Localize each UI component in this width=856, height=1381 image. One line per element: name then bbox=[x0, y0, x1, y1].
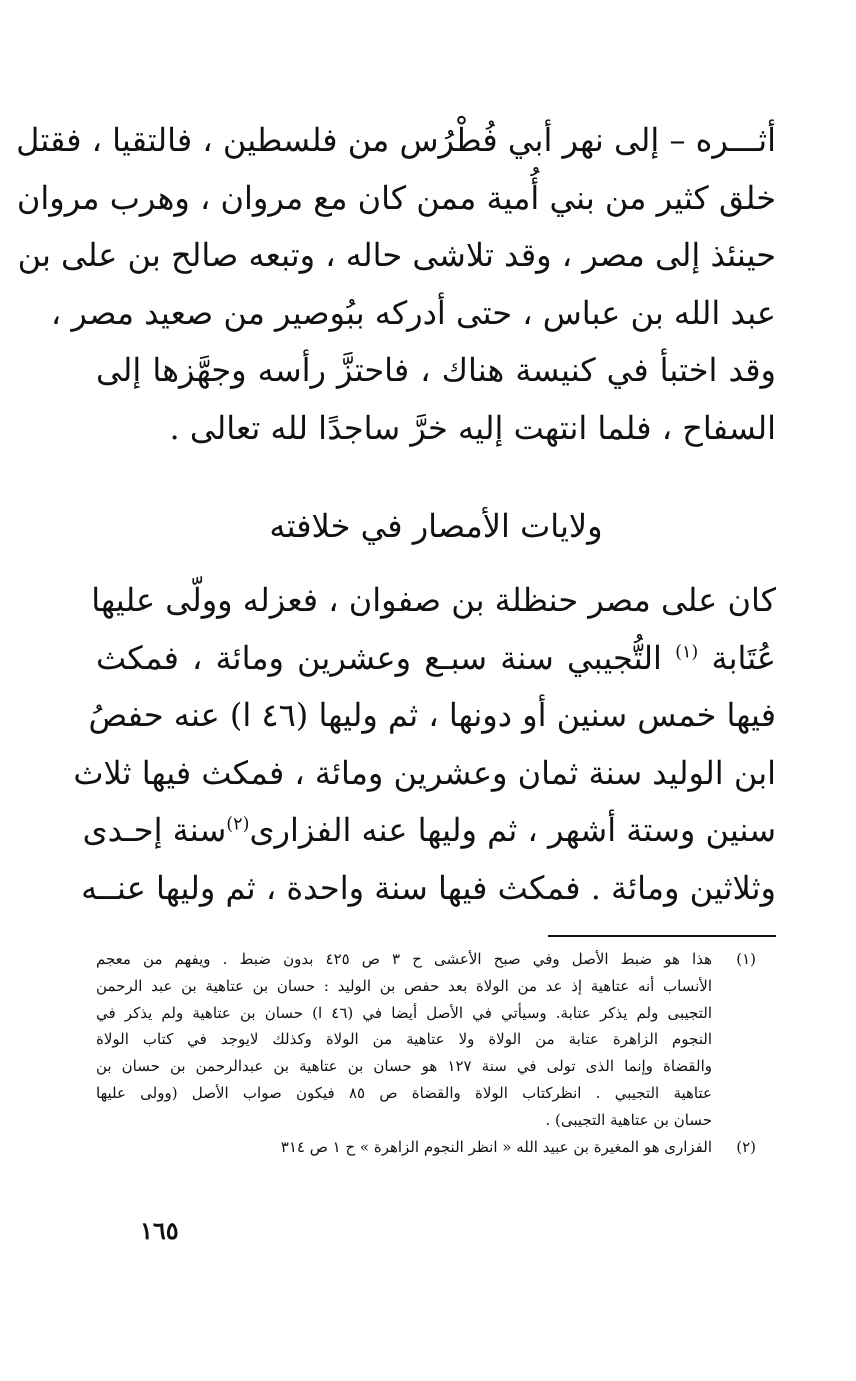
footnote-body bbox=[96, 1134, 712, 1161]
text-line: حينئذ إلى مصر ، وقد تلاشى حاله ، وتبعه صالح بن على بن bbox=[17, 236, 776, 274]
text-line: أثـــره – إلى نهر أبي فُطْرُس من فلسطين ، فالتقيا ، فقتل bbox=[16, 121, 776, 159]
paragraph-2 bbox=[73, 572, 777, 917]
footnote-line: هذا هو ضبط الأصل وفي صبح الأعشى ح ٣ ص ٤٢٥ بدون ضبط . ويفهم من معجم bbox=[96, 950, 712, 968]
footnote-body bbox=[96, 946, 712, 1134]
footnote-ref-2[interactable]: (٢) bbox=[226, 814, 250, 835]
text-line: عبد الله بن عباس ، حتى أدركه ببُوصير من صعيد مصر ، bbox=[50, 293, 776, 332]
text-line: السفاح ، فلما انتهت إليه خرَّ ساجدًا لله تعالى . bbox=[169, 408, 776, 447]
footnote-1 bbox=[96, 946, 756, 1134]
text-line: فيها خمس سنين أو دونها ، ثم وليها (٤٦ ا) عنه حفصُ bbox=[88, 696, 776, 734]
paragraph-1 bbox=[16, 112, 777, 457]
text-line: كان على مصر حنظلة بن صفوان ، فعزله وولّى عليها bbox=[91, 581, 776, 619]
footnote-2 bbox=[96, 1134, 756, 1161]
footnote-line: الأنساب أنه عتاهية إذ عد من الولاة بعد حفص بن الوليد : حسان بن عتاهية بن عبد الرحمن bbox=[96, 976, 712, 995]
section-heading: ولايات الأمصار في خلافته bbox=[269, 507, 603, 545]
text-line bbox=[96, 630, 776, 688]
footnote-line: التجيبى ولم يذكر عتابة. وسيأتي في الأصل أيضا في (٤٦ ا) حسان بن عتاهية ولم يذكر في bbox=[96, 1003, 712, 1022]
text-line: ابن الوليد سنة ثمان وعشرين ومائة ، فمكث فيها ثلاث bbox=[73, 753, 776, 792]
footnote-line: عتاهية التجيبي . انظركتاب الولاة والقضاة ص ٨٥ فيكون صواب الأصل (وولى عليها bbox=[96, 1083, 712, 1102]
text-line: خلق كثير من بني أُمية ممن كان مع مروان ، وهرب مروان bbox=[16, 178, 776, 217]
page-number: ١٦٥ bbox=[140, 1216, 179, 1245]
footnote-anchor-text: عُتَابة bbox=[711, 638, 777, 677]
text-line: وثلاثين ومائة . فمكث فيها سنة واحدة ، ثم وليها عنــه bbox=[81, 868, 776, 907]
line-continuation: سنة إحـدى bbox=[82, 811, 227, 849]
footnote-line: النجوم الزاهرة عتابة من الولاة ولا عتاهية من الولاة وكذلك لايوجد في كتاب الولاة bbox=[96, 1030, 712, 1049]
footnote-line: والقضاة وإنما الذى تولى في سنة ١٢٧ هو حسان بن عتاهية بن عبدالرحمن بن حسان بن bbox=[96, 1057, 712, 1076]
line-continuation: التُّجيبي سنة سبـع وعشرين ومائة ، فمكث bbox=[96, 638, 676, 677]
footnote-ref-1[interactable]: (١) bbox=[675, 641, 699, 662]
footnotes bbox=[96, 946, 756, 1160]
text-line bbox=[82, 802, 776, 860]
line-start: سنين وستة أشهر ، ثم وليها عنه الفزارى bbox=[249, 811, 776, 849]
text-line: وقد اختبأ في كنيسة هناك ، فاحتزَّ رأسه وجهَّزها إلى bbox=[96, 351, 777, 389]
footnote-number: (١) bbox=[736, 950, 756, 968]
footnote-number: (٢) bbox=[736, 1137, 756, 1156]
footnote-line: حسان بن عتاهية التجيبى) . bbox=[545, 1110, 712, 1129]
footnote-line: الفزارى هو المغيرة بن عبيد الله « انظر النجوم الزاهرة » ح ١ ص ٣١٤ bbox=[280, 1137, 712, 1156]
footnote-divider bbox=[548, 935, 776, 937]
